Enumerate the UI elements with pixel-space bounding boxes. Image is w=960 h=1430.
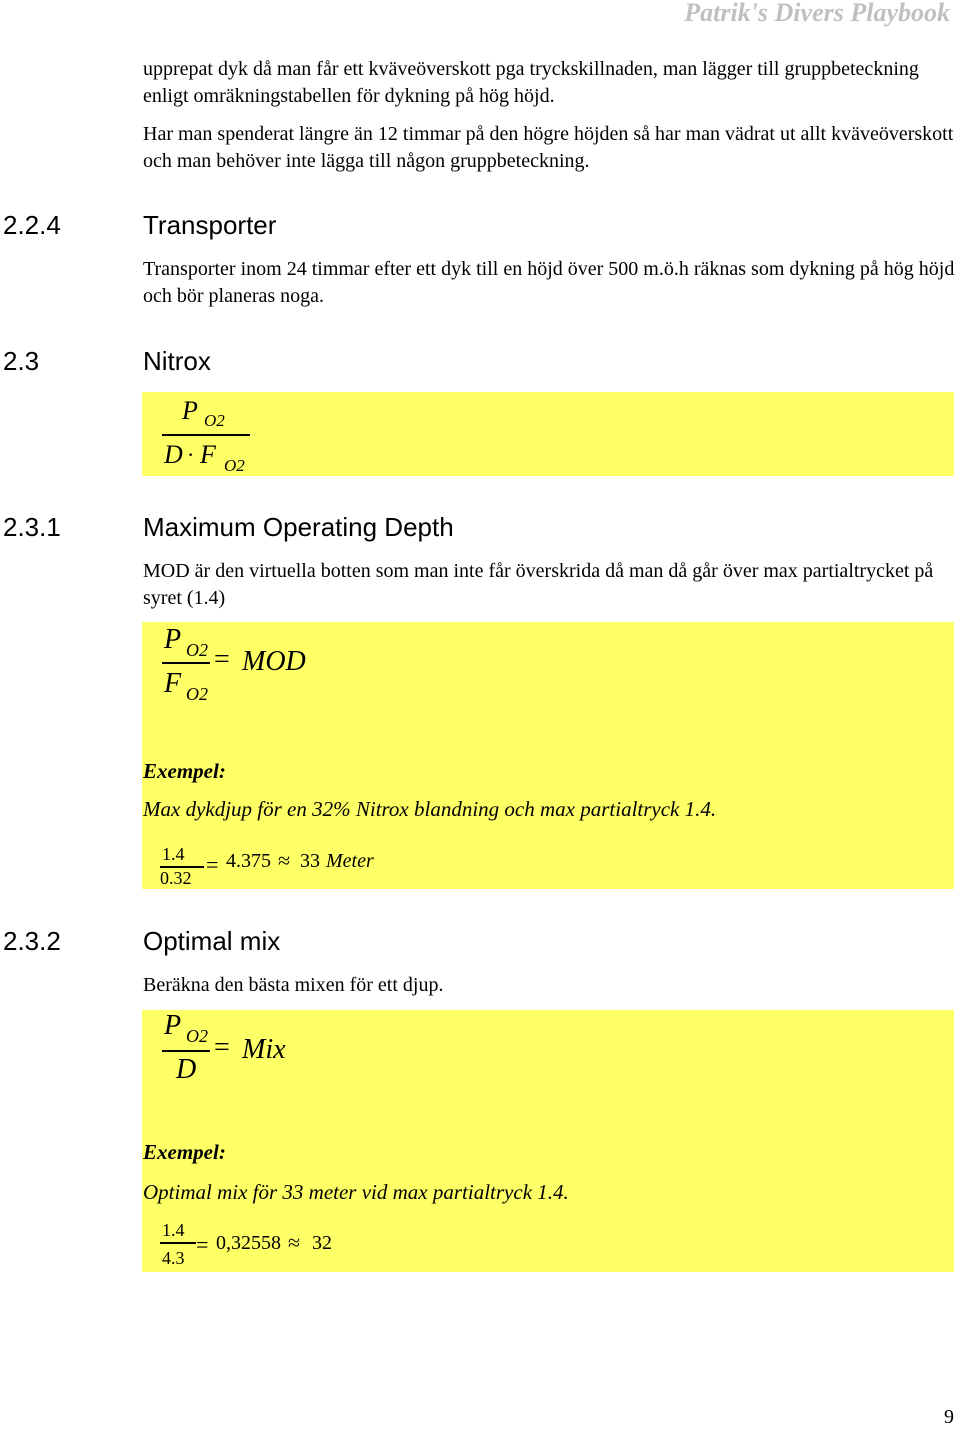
- heading-2-2-4: [3, 210, 276, 241]
- formula-equals: =: [196, 1232, 209, 1257]
- formula-box-nitrox: [142, 392, 954, 476]
- formula-value: 32: [312, 1232, 332, 1254]
- formula-o2-sub: O2: [224, 456, 245, 475]
- fraction-line: [162, 1050, 210, 1052]
- formula-approx: ≈: [278, 848, 291, 873]
- formula-denominator: 4.3: [162, 1248, 185, 1268]
- formula-unit: Meter: [326, 850, 374, 872]
- formula-box-mod: [142, 622, 954, 889]
- formula-numerator: 1.4: [162, 844, 185, 864]
- paragraph-transporter: Transporter inom 24 timmar efter ett dyk till en höjd över 500 m.ö.h räknas som dykning på hög höjd och bör planeras noga.: [143, 258, 955, 307]
- heading-number: 2.2.4: [3, 210, 61, 240]
- formula-numerator: 1.4: [162, 1220, 185, 1240]
- fraction-line: [162, 662, 210, 664]
- fraction-line: [162, 434, 250, 436]
- formula-o2-sub: O2: [204, 411, 225, 430]
- formula-box-mix: [142, 1010, 954, 1272]
- heading-title: Transporter: [143, 210, 277, 240]
- formula-p: P: [164, 1010, 182, 1041]
- fraction-line: [160, 1242, 196, 1244]
- paragraph-altitude-time: Har man spenderat längre än 12 timmar på den högre höjden så har man vädrat ut allt kväveöverskott och man behöver inte lägga till någon gruppbeteckning.: [143, 123, 954, 172]
- heading-2-3-1: [3, 512, 454, 543]
- formula-result: 4.375: [226, 850, 271, 872]
- formula-o2-sub: O2: [186, 1026, 208, 1046]
- heading-title: Optimal mix: [143, 926, 281, 956]
- formula-equals: =: [206, 852, 219, 877]
- example-text-mix: Optimal mix för 33 meter vid max partialtryck 1.4.: [143, 1180, 569, 1204]
- paragraph-repeat-dive: upprepat dyk då man får ett kväveöverskott pga tryckskillnaden, man lägger till gruppbeteckning enligt omräkningstabellen för dykning på hög höjd.: [143, 58, 919, 107]
- formula-o2-sub: O2: [186, 684, 208, 704]
- formula-value: 33: [300, 850, 320, 872]
- formula-dot: ·: [187, 442, 195, 467]
- example-text-mod: Max dykdjup för en 32% Nitrox blandning och max partialtryck 1.4.: [143, 797, 717, 821]
- formula-equals: =: [214, 1032, 230, 1063]
- formula-denominator: 0.32: [160, 868, 192, 888]
- example-label: Exempel:: [143, 759, 226, 783]
- heading-2-3: [3, 346, 211, 377]
- formula-f: F: [200, 440, 216, 469]
- heading-2-3-2: [3, 926, 280, 957]
- document-header: Patrik's Divers Playbook: [684, 0, 950, 27]
- example-label: Exempel:: [143, 1140, 226, 1164]
- formula-result: 0,32558: [216, 1232, 281, 1254]
- formula-d: D: [176, 1054, 197, 1085]
- heading-title: Nitrox: [143, 346, 211, 376]
- page-number: 9: [944, 1406, 954, 1428]
- heading-number: 2.3.1: [3, 512, 61, 542]
- formula-mix: Mix: [242, 1034, 286, 1065]
- paragraph-mod: MOD är den virtuella botten som man inte får överskrida då man då går över max partialtrycket på syret (1.4): [143, 560, 934, 609]
- formula-approx: ≈: [288, 1230, 301, 1255]
- formula-d: D: [164, 440, 183, 469]
- paragraph-optimal-mix: Beräkna den bästa mixen för ett djup.: [143, 974, 444, 996]
- formula-p: P: [164, 624, 182, 655]
- formula-p: P: [182, 396, 198, 425]
- formula-f: F: [164, 668, 182, 699]
- formula-mod: MOD: [242, 646, 306, 677]
- heading-title: Maximum Operating Depth: [143, 512, 454, 542]
- formula-equals: =: [214, 644, 230, 675]
- heading-number: 2.3.2: [3, 926, 61, 956]
- formula-o2-sub: O2: [186, 640, 208, 660]
- heading-number: 2.3: [3, 346, 40, 376]
